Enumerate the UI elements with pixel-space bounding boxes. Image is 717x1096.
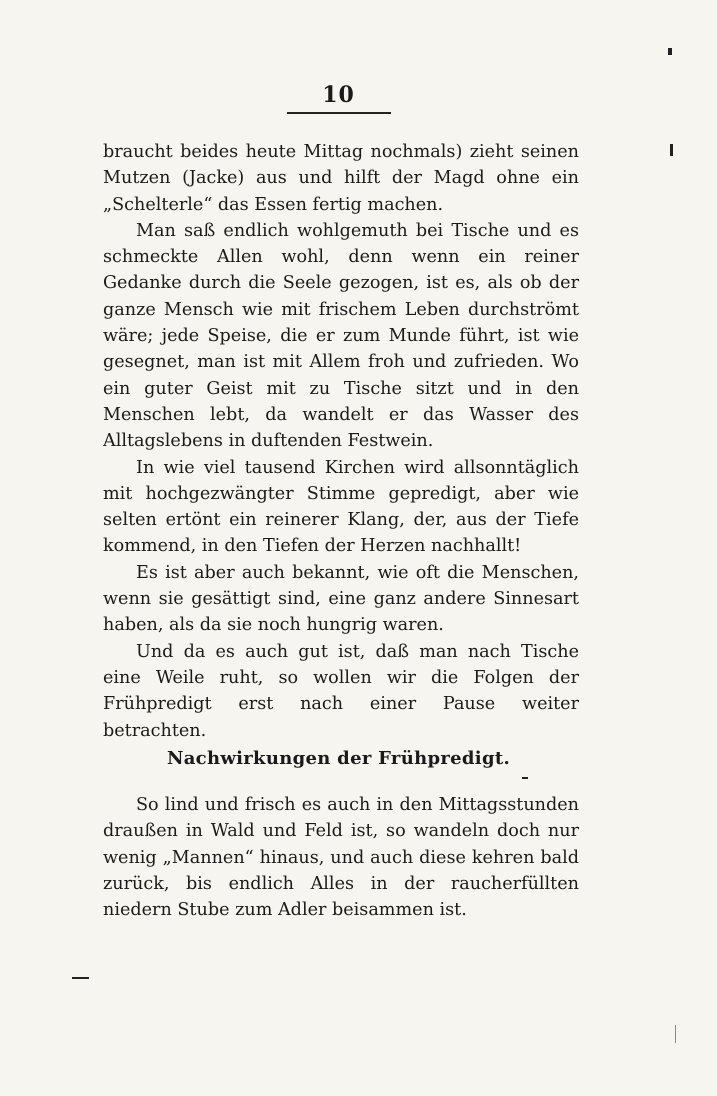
page-number: 10: [322, 82, 355, 108]
print-dash: [522, 777, 528, 779]
section-heading: Nachwirkungen der Frühpredigt.: [166, 748, 511, 769]
text-block-2: [103, 792, 579, 923]
paragraph-6: So lind und frisch es auch in den Mittagsstunden draußen in Wald und Feld ist, so wandeln doch nur wenig „Mannen“ hinaus, und auch diese kehren bald zurück, bis endlich Alles in der raucherfüllten niedern Stube zum Adler beisammen ist.: [103, 795, 579, 921]
text-block-1: [103, 139, 579, 744]
print-line: [675, 1025, 676, 1043]
paragraph-3: In wie viel tausend Kirchen wird allsonntäglich mit hochgezwängter Stimme gepredigt, aber wie selten ertönt ein reinerer Klang, der, aus der Tiefe kommend, in den Tiefen der Herzen nachhallt!: [103, 457, 579, 557]
paragraph-4: Es ist aber auch bekannt, wie oft die Menschen, wenn sie gesättigt sind, eine ganz andere Sinnesart haben, als da sie noch hungrig waren.: [103, 562, 579, 636]
print-speck: [668, 48, 672, 55]
print-speck: [670, 144, 673, 156]
print-dash: [72, 977, 89, 979]
paragraph-2: Man saß endlich wohlgemuth bei Tische und es schmeckte Allen wohl, denn wenn ein reiner Gedanke durch die Seele gezogen, ist es, als ob der ganze Mensch wie mit frischem Leben durchströmt wäre; jede Speise, die er zum Munde führt, ist wie gesegnet, man ist mit Allem froh und zufrieden. Wo ein guter Geist mit zu Tische sitzt und in den Menschen lebt, da wandelt er das Wasser des Alltagslebens in duftenden Festwein.: [103, 220, 579, 452]
paragraph-1: braucht beides heute Mittag nochmals) zieht seinen Mutzen (Jacke) aus und hilft der Magd ohne ein „Schelterle“ das Essen fertig machen.: [103, 142, 579, 215]
paragraph-5: Und da es auch gut ist, daß man nach Tische eine Weile ruht, so wollen wir die Folgen der Frühpredigt erst nach einer Pause weiter betrachten.: [103, 641, 579, 741]
header-rule: [287, 112, 391, 114]
